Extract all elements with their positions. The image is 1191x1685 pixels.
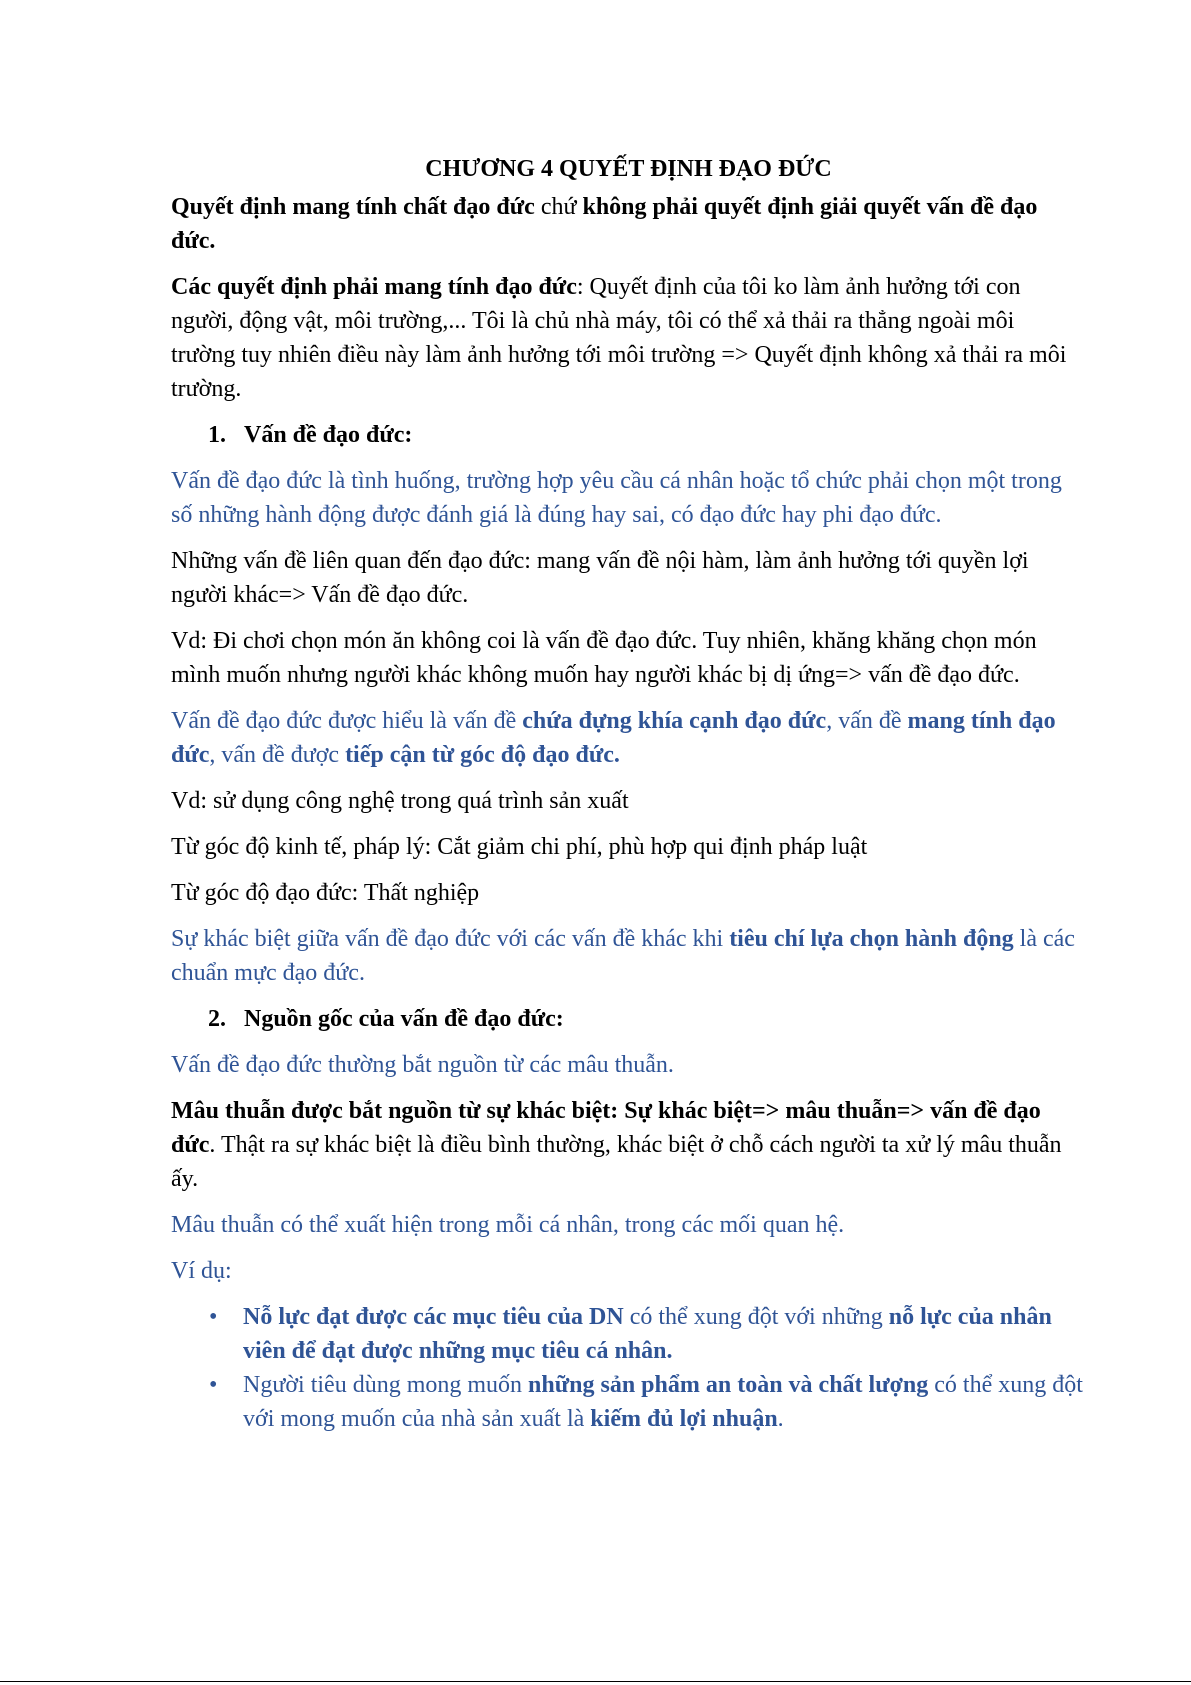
paragraph-economic-view: Từ góc độ kinh tế, pháp lý: Cắt giảm chi phí, phù hợp qui định pháp luật xyxy=(171,834,868,860)
text-span: có thể xung đột với mong muốn của nhà sản xuất là xyxy=(243,1372,1083,1432)
page-bottom-rule xyxy=(0,1681,1191,1682)
bold-text: Mâu thuẫn được bắt nguồn từ sự khác biệt: Sự khác biệt=> mâu thuẫn=> vấn đề đạo đức xyxy=(171,1098,1041,1158)
text-span: Người tiêu dùng mong muốn xyxy=(243,1372,529,1398)
bullet-icon: • xyxy=(209,1372,218,1398)
paragraph-conflict-source xyxy=(171,1094,1084,1196)
bullet-icon: • xyxy=(209,1304,218,1330)
list-item xyxy=(171,1368,1084,1436)
text-span: , vấn đề xyxy=(826,708,908,734)
text-span: Sự khác biệt giữa vấn đề đạo đức với các vấn đề khác khi xyxy=(171,926,730,952)
document-body xyxy=(171,152,1084,1436)
bold-text: nỗ lực của nhân viên để đạt được những mục tiêu cá nhân. xyxy=(243,1304,1052,1364)
bold-text: kiếm đủ lợi nhuận xyxy=(590,1406,778,1432)
paragraph-understanding xyxy=(171,704,1084,772)
chapter-title: CHƯƠNG 4 QUYẾT ĐỊNH ĐẠO ĐỨC xyxy=(425,156,832,182)
paragraph-related-issues: Những vấn đề liên quan đến đạo đức: mang vấn đề nội hàm, làm ảnh hưởng tới quyền lợi người khác=> Vấn đề đạo đức. xyxy=(171,548,1029,608)
paragraph-example-food: Vd: Đi chơi chọn món ăn không coi là vấn đề đạo đức. Tuy nhiên, khăng khăng chọn món mình muốn nhưng người khác không muốn hay người khác bị dị ứng=> vấn đề đạo đức. xyxy=(171,628,1037,688)
list-item xyxy=(171,1300,1084,1368)
paragraph-ethical-decisions xyxy=(171,270,1084,406)
bold-text: chứa đựng khía cạnh đạo đức xyxy=(522,708,827,734)
text-span: : Quyết định của tôi ko làm ảnh hưởng tới con người, động vật, môi trường,... Tôi là chủ nhà máy, tôi có thể xả thải ra thẳng ngoài môi trường tuy nhiên điều này làm ảnh hưởng tới môi trường => Quyết định không xả thải ra môi trường. xyxy=(171,274,1067,402)
text-span: . Thật ra sự khác biệt là điều bình thường, khác biệt ở chỗ cách người ta xử lý mâu thuẫn ấy. xyxy=(171,1132,1062,1192)
text-span: là các chuẩn mực đạo đức. xyxy=(171,926,1075,986)
text-span: . xyxy=(777,1406,784,1432)
section-heading-1 xyxy=(171,418,1084,452)
section-number: 2. xyxy=(208,1006,226,1032)
paragraph-difference xyxy=(171,922,1084,990)
section-label: Vấn đề đạo đức: xyxy=(244,422,413,448)
bold-text: những sản phẩm an toàn và chất lượng xyxy=(528,1372,929,1398)
text-span: có thể xung đột với những xyxy=(623,1304,889,1330)
paragraph-ethical-view: Từ góc độ đạo đức: Thất nghiệp xyxy=(171,880,480,906)
text-span: , vấn đề được xyxy=(209,742,346,768)
text-span: chứ xyxy=(534,194,583,220)
paragraph-intro xyxy=(171,190,1084,258)
text-span: Vấn đề đạo đức được hiểu là vấn đề xyxy=(171,708,523,734)
section-label: Nguồn gốc của vấn đề đạo đức: xyxy=(244,1006,564,1032)
example-bullet-list xyxy=(171,1300,1084,1436)
paragraph-definition: Vấn đề đạo đức là tình huống, trường hợp yêu cầu cá nhân hoặc tổ chức phải chọn một trong số những hành động được đánh giá là đúng hay sai, có đạo đức hay phi đạo đức. xyxy=(171,468,1062,528)
paragraph-origin: Vấn đề đạo đức thường bắt nguồn từ các mâu thuẫn. xyxy=(171,1052,674,1078)
bold-text: Các quyết định phải mang tính đạo đức xyxy=(171,274,577,300)
bold-text: Quyết định mang tính chất đạo đức xyxy=(171,194,535,220)
paragraph-example-label: Ví dụ: xyxy=(171,1258,232,1284)
section-number: 1. xyxy=(208,422,226,448)
section-heading-2 xyxy=(171,1002,1084,1036)
bold-text: không phải quyết định giải quyết vấn đề đạo đức. xyxy=(171,194,1038,254)
bold-text: tiếp cận từ góc độ đạo đức. xyxy=(345,742,620,768)
paragraph-example-technology: Vd: sử dụng công nghệ trong quá trình sản xuất xyxy=(171,788,629,814)
bold-text: tiêu chí lựa chọn hành động xyxy=(729,926,1014,952)
paragraph-conflict-scope: Mâu thuẫn có thể xuất hiện trong mỗi cá nhân, trong các mối quan hệ. xyxy=(171,1212,845,1238)
bold-text: mang tính đạo đức xyxy=(171,708,1056,768)
bold-text: Nỗ lực đạt được các mục tiêu của DN xyxy=(243,1304,624,1330)
